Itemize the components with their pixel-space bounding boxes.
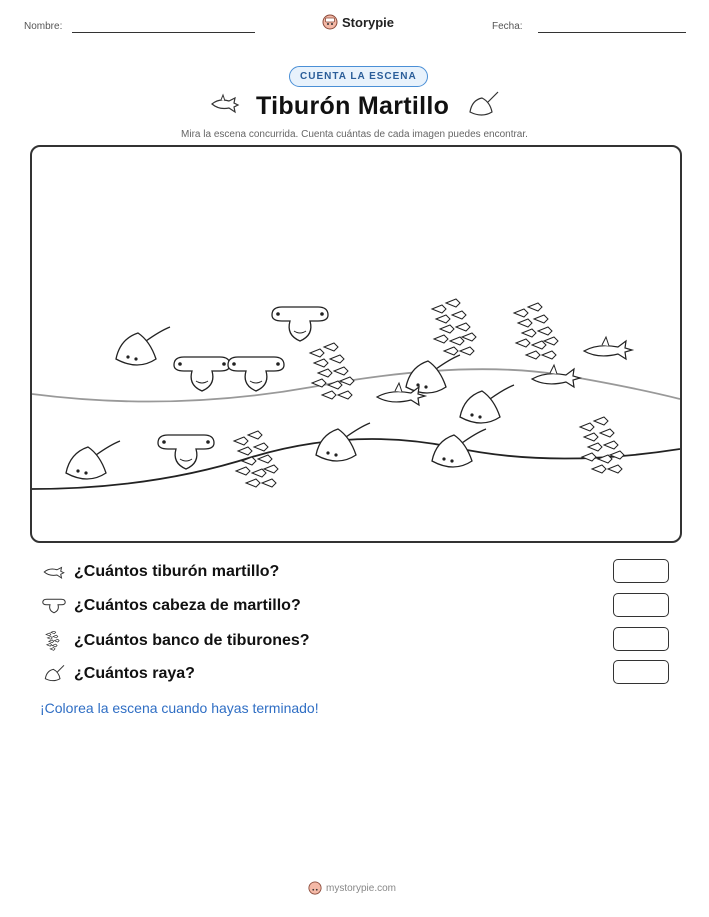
name-label: Nombre:	[24, 21, 63, 32]
answer-box-4[interactable]	[613, 660, 669, 684]
date-line[interactable]	[538, 32, 686, 33]
question-row-4	[42, 664, 195, 684]
brand-name: Storypie	[342, 14, 395, 30]
storypie-logo-icon	[308, 881, 322, 895]
question-row-2	[42, 597, 301, 615]
coloring-note: ¡Colorea la escena cuando hayas terminado!	[40, 700, 319, 716]
footer	[308, 881, 396, 895]
page-title: Tiburón Martillo	[256, 92, 450, 120]
scene-frame	[30, 145, 682, 543]
stingray-icon	[42, 664, 66, 684]
stingray-icon	[466, 90, 500, 120]
question-text: ¿Cuántos cabeza de martillo?	[74, 597, 301, 614]
question-text: ¿Cuántos raya?	[74, 665, 195, 682]
storypie-logo-icon	[322, 14, 338, 30]
hammerhead-shark-icon	[209, 92, 241, 116]
name-line[interactable]	[72, 32, 255, 33]
footer-url[interactable]: mystorypie.com	[326, 882, 397, 894]
answer-box-1[interactable]	[613, 559, 669, 583]
scene-illustration	[32, 147, 680, 541]
answer-box-3[interactable]	[613, 627, 669, 651]
answer-box-2[interactable]	[613, 593, 669, 617]
shark-school-icon	[42, 631, 66, 651]
instructions: Mira la escena concurrida. Cuenta cuántas de cada imagen puedes encontrar.	[181, 129, 528, 140]
hammerhead-head-icon	[42, 597, 66, 615]
question-row-3	[42, 631, 310, 651]
activity-badge: CUENTA LA ESCENA	[289, 66, 428, 87]
question-text: ¿Cuántos tiburón martillo?	[74, 563, 280, 580]
date-label: Fecha:	[492, 21, 523, 32]
brand-logo	[322, 14, 394, 30]
question-row-1	[42, 563, 279, 581]
question-text: ¿Cuántos banco de tiburones?	[74, 632, 310, 649]
hammerhead-shark-icon	[42, 563, 66, 581]
